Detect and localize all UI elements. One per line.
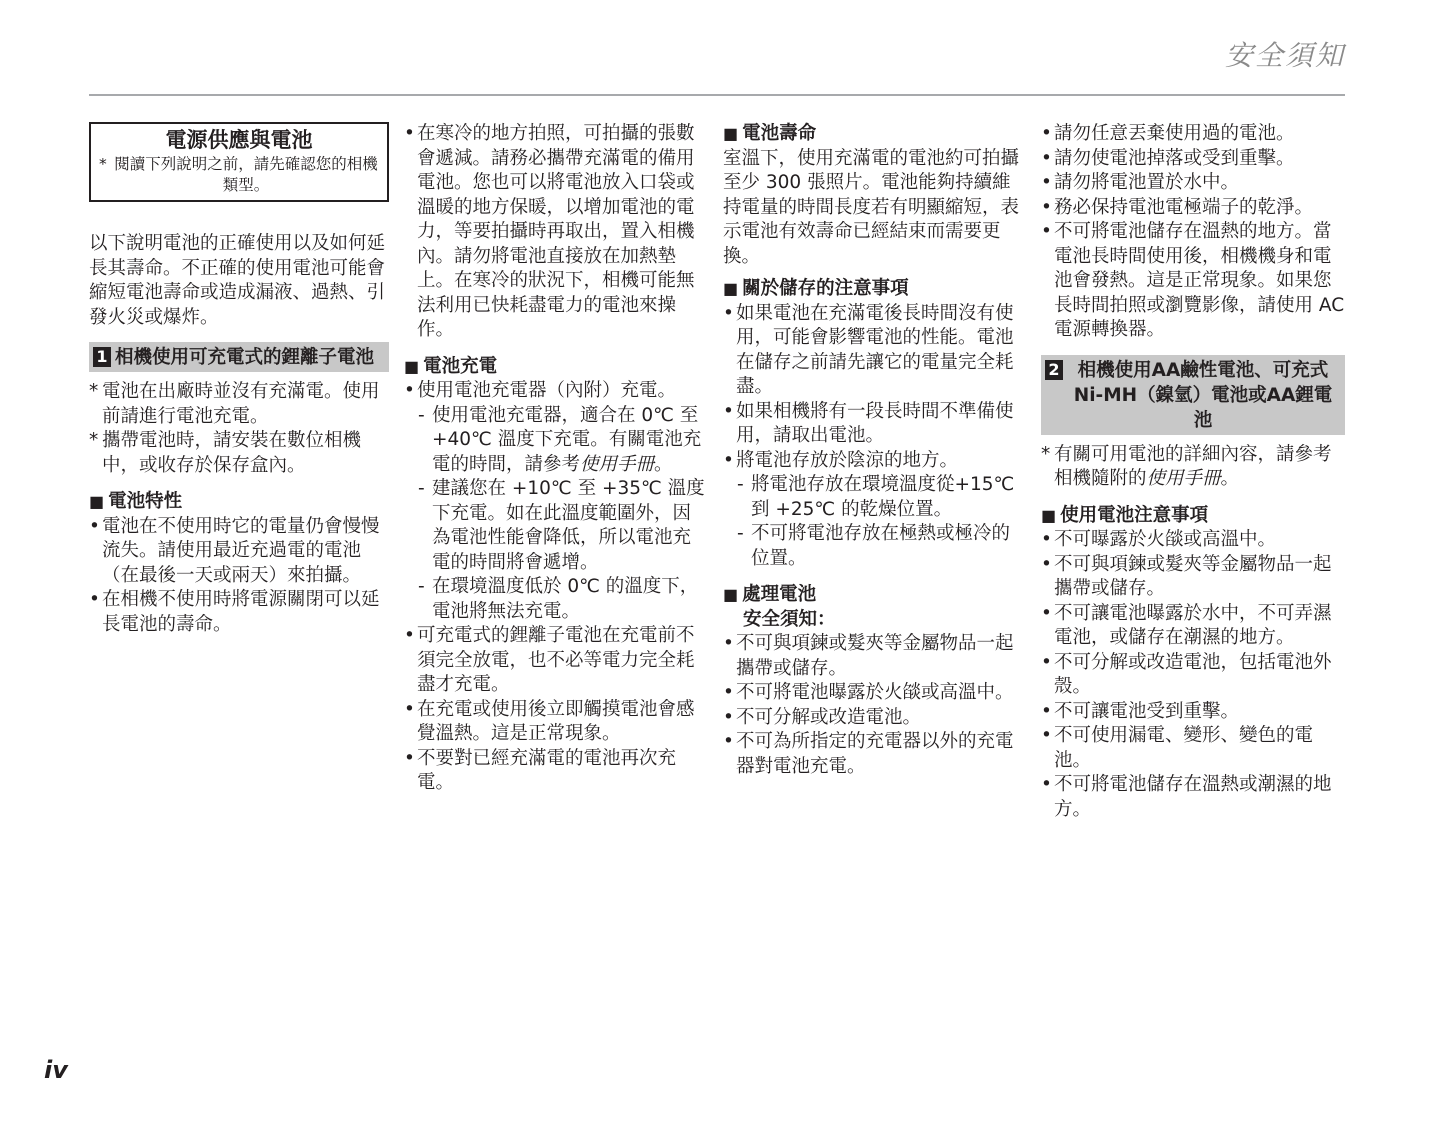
list-item: • 如果電池在充滿電後長時間沒有使用，可能會影響電池的性能。電池在儲存之前請先讓它的電量完全耗盡。 <box>723 302 1014 397</box>
manual-reference: 使用手冊 <box>1146 468 1221 489</box>
list-item: • 不可曝露於火燄或高溫中。 <box>1041 529 1277 550</box>
list-item: • 不要對已經充滿電的電池再次充電。 <box>404 747 677 793</box>
list-item: • 不可使用漏電、變形、變色的電池。 <box>1041 725 1314 771</box>
list-item: * 電池在出廠時並沒有充滿電。使用前請進行電池充電。 <box>89 381 380 427</box>
section-1-number: 1 <box>93 347 111 367</box>
list-subitem: - 在環境溫度低於 0℃ 的溫度下，電池將無法充電。 <box>418 576 699 622</box>
cold-weather-list <box>404 122 708 343</box>
heading-precautions: ■ 使用電池注意事項 <box>1041 504 1345 529</box>
heading-battery-traits: ■ 電池特性 <box>89 490 389 515</box>
column-3 <box>723 122 1027 779</box>
list-item: • 在充電或使用後立即觸摸電池會感覺溫熱。這是正常現象。 <box>404 698 695 744</box>
list-item: • 不可分解或改造電池。 <box>723 706 922 728</box>
list-item: • 請勿任意丟棄使用過的電池。 <box>1041 123 1295 144</box>
manual-reference: 使用手冊 <box>580 453 655 475</box>
list-subitem: - 使用電池充電器，適合在 0℃ 至 +40℃ 溫度下充電。有關電池充電的時間，請參考使用手冊。 <box>418 404 702 475</box>
list-item: • 不可為所指定的充電器以外的充電器對電池充電。 <box>723 731 1014 777</box>
title-note <box>99 154 379 196</box>
list-item: • 在寒冷的地方拍照，可拍攝的張數會遞減。請務必攜帶充滿電的備用電池。您也可以將電池放入口袋或溫暖的地方保暖，以增加電池的電力，等要拍攝時再取出，置入相機內。請勿將電池直接放在加熱墊上。在寒冷的狀況下，相機可能無法利用已快耗盡電力的電池來操作。 <box>404 123 695 340</box>
list-item: • 務必保持電池電極端子的乾淨。 <box>1041 196 1314 218</box>
handling-list <box>723 632 1027 779</box>
list-item: • 不可讓電池曝露於水中，不可弄濕電池，或儲存在潮濕的地方。 <box>1041 602 1332 648</box>
storage-list <box>723 302 1027 572</box>
handling-list-continued <box>1041 122 1345 343</box>
list-item: • 將電池存放於陰涼的地方。 <box>723 449 959 471</box>
list-subitem: - 不可將電池存放在極熱或極冷的位置。 <box>737 523 1011 569</box>
section-1-notes <box>89 380 389 478</box>
section-2-heading <box>1041 355 1345 435</box>
heading-storage: ■ 關於儲存的注意事項 <box>723 277 1027 302</box>
list-item: • 在相機不使用時將電源關閉可以延長電池的壽命。 <box>89 589 380 635</box>
list-item: • 可充電式的鋰離子電池在充電前不須完全放電，也不必等電力完全耗盡才充電。 <box>404 625 695 695</box>
list-item: • 不可與項鍊或髮夾等金屬物品一起攜帶或儲存。 <box>1041 553 1332 599</box>
column-2 <box>404 122 708 796</box>
page-number: iv <box>44 1056 68 1084</box>
page-header-title: 安全須知 <box>1224 39 1345 72</box>
list-item: • 不可與項鍊或髮夾等金屬物品一起攜帶或儲存。 <box>723 633 1014 679</box>
header-rule <box>89 94 1345 96</box>
list-item: • 不可將電池曝露於火燄或高溫中。 <box>723 682 1014 703</box>
list-item: • 電池在不使用時它的電量仍會慢慢流失。請使用最近充過電的電池（在最後一天或兩天）來拍攝。 <box>89 515 380 586</box>
list-item: • 不可將電池儲存在溫熱的地方。當電池長時間使用後，相機機身和電池會發熱。這是正常現象。如果您長時間拍照或瀏覽影像，請使用 AC 電源轉換器。 <box>1041 221 1345 340</box>
list-item: • 不可將電池儲存在溫熱或潮濕的地方。 <box>1041 774 1332 820</box>
section-1-heading <box>89 342 389 372</box>
heading-battery-life: ■ 電池壽命 <box>723 122 1027 147</box>
column-4 <box>1041 122 1345 822</box>
precautions-list <box>1041 528 1345 822</box>
list-item: • 請勿將電池置於水中。 <box>1041 172 1240 193</box>
section-2-number: 2 <box>1045 360 1063 380</box>
list-subitem: - 將電池存放在環境溫度從+15℃到 +25℃ 的乾燥位置。 <box>737 474 1015 520</box>
section-title-box <box>89 122 389 202</box>
list-item: * 攜帶電池時，請安裝在數位相機中，或收存於保存盒內。 <box>89 430 362 476</box>
section-2-title: 相機使用AA鹼性電池、可充式Ni-MH（鎳氫）電池或AA鋰電池 <box>1073 359 1333 431</box>
column-1 <box>89 122 389 637</box>
section-2-notes <box>1041 443 1345 492</box>
list-item: * 有關可用電池的詳細內容，請參考相機隨附的使用手冊。 <box>1041 443 1332 489</box>
heading-handling: ■ 處理電池 <box>723 583 1027 608</box>
intro-paragraph: 以下說明電池的正確使用以及如何延長其壽命。不正確的使用電池可能會縮短電池壽命或造成漏液、過熱、引發火災或爆炸。 <box>89 233 386 328</box>
list-subitem: - 建議您在 +10℃ 至 +35℃ 溫度下充電。如在此溫度範圍外，因為電池性能會降低，所以電池充電的時間將會遞增。 <box>418 478 705 573</box>
list-item: • 不可分解或改造電池，包括電池外殼。 <box>1041 651 1332 697</box>
list-item: • 如果相機將有一段長時間不準備使用，請取出電池。 <box>723 400 1014 446</box>
safety-subheading: 安全須知： <box>743 608 836 630</box>
section-title: 電源供應與電池 <box>165 128 313 152</box>
list-item: • 請勿使電池掉落或受到重擊。 <box>1041 147 1295 169</box>
heading-battery-charging: ■ 電池充電 <box>404 355 708 380</box>
charging-list <box>404 379 708 796</box>
battery-traits-list <box>89 515 389 638</box>
list-item: • 不可讓電池受到重擊。 <box>1041 700 1240 722</box>
battery-life-paragraph: 室溫下，使用充滿電的電池約可拍攝至少 300 張照片。電池能夠持續維持電量的時間長度若有明顯縮短，表示電池有效壽命已經結束而需要更換。 <box>723 147 1020 267</box>
note-marker: * <box>99 155 107 173</box>
title-note-text: 閱讀下列說明之前，請先確認您的相機類型。 <box>114 155 378 194</box>
section-1-title: 相機使用可充電式的鋰離子電池 <box>115 347 375 368</box>
list-item: • 使用電池充電器（內附）充電。 <box>404 380 677 401</box>
